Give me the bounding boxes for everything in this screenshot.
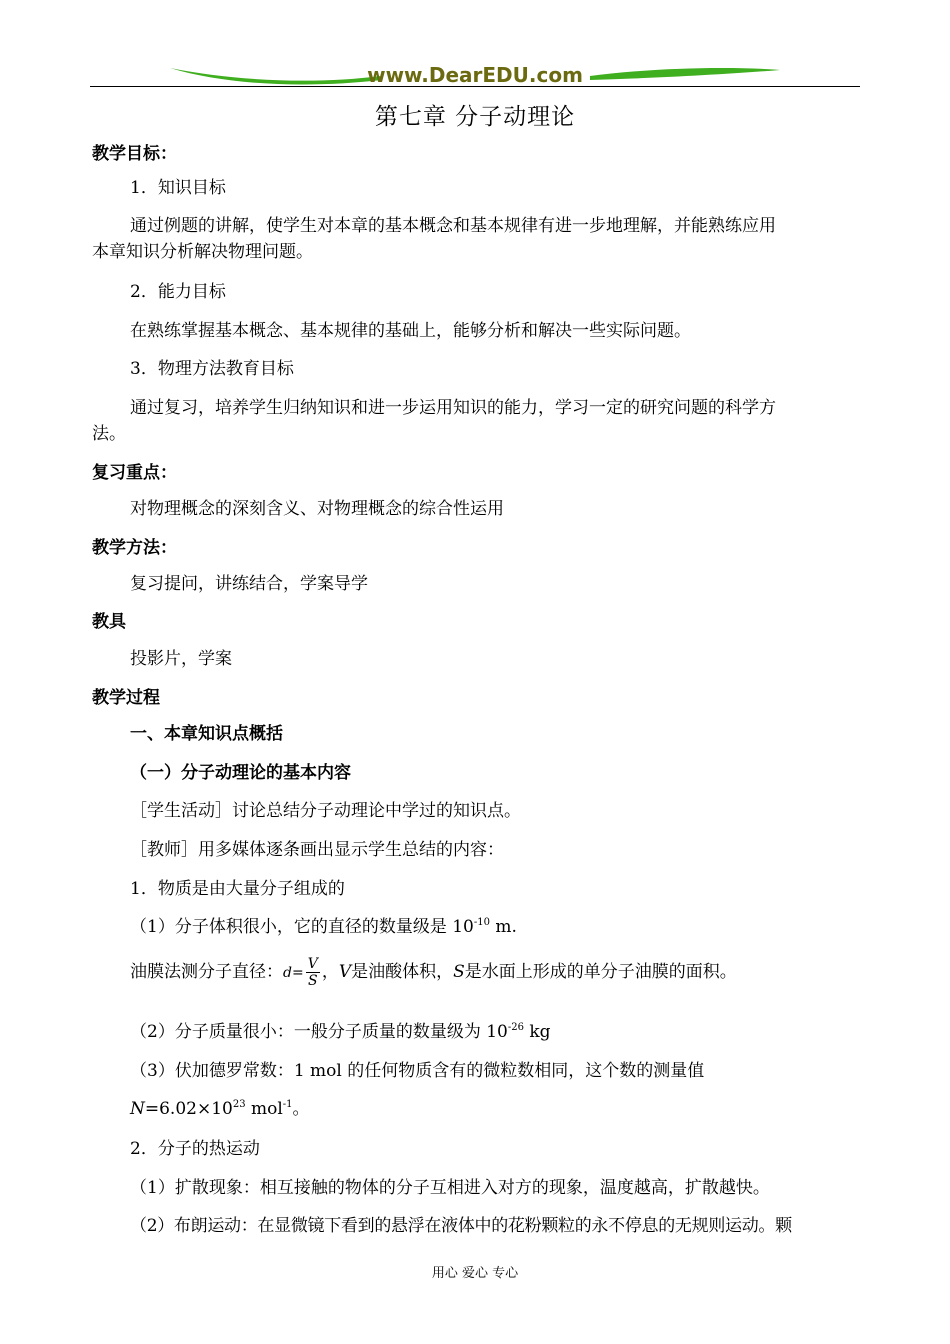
oil-eq: =: [291, 965, 304, 981]
goal2-heading: 2．能力目标: [130, 282, 226, 302]
goal1-heading: 1．知识目标: [130, 178, 226, 198]
review-text: 对物理概念的深刻含义、对物理概念的综合性运用: [130, 499, 504, 519]
tools-text: 投影片，学案: [130, 649, 232, 669]
point-1-1-text: （1）分子体积很小，它的直径的数量级是 10: [130, 917, 474, 937]
method-heading: 教学方法：: [92, 538, 177, 558]
avogadro-number: =6.02×10: [144, 1099, 233, 1119]
teacher-activity: ［教师］用多媒体逐条画出显示学生总结的内容：: [130, 840, 504, 860]
oil-suffix: 是水面上形成的单分子油膜的面积。: [464, 962, 737, 982]
point-1-1: [130, 916, 517, 938]
oil-mid1: ，: [321, 962, 339, 982]
point-2-2: （2）布朗运动：在显微镜下看到的悬浮在液体中的花粉颗粒的永不停息的无规则运动。颗: [130, 1216, 792, 1236]
review-heading: 复习重点：: [92, 463, 177, 483]
avogadro-end: 。: [292, 1099, 310, 1119]
left-swoosh: [170, 68, 382, 84]
point-1: 1．物质是由大量分子组成的: [130, 879, 345, 899]
sub1-heading: （一）分子动理论的基本内容: [130, 763, 351, 783]
point-1-2-unit: kg: [523, 1022, 551, 1042]
avogadro-exponent: 23: [232, 1099, 246, 1110]
goal3-heading: 3．物理方法教育目标: [130, 359, 294, 379]
point-1-1-unit: m.: [489, 917, 517, 937]
goal1-text-b: 本章知识分析解决物理问题。: [92, 242, 313, 262]
goals-heading: 教学目标：: [92, 144, 177, 164]
avogadro-unit: mol: [245, 1099, 283, 1119]
point-2-1: （1）扩散现象：相互接触的物体的分子互相进入对方的现象，温度越高，扩散越快。: [130, 1178, 770, 1198]
oil-mid2: 是油酸体积，: [351, 962, 454, 982]
site-logo: www.DearEDU.com: [367, 63, 583, 87]
avogadro-n: N: [130, 1099, 145, 1119]
fraction-numerator: V: [307, 956, 318, 972]
point-1-1-exponent: -10: [473, 917, 490, 928]
point-1-2-exponent: -26: [507, 1022, 524, 1033]
fraction-v-over-s: [306, 956, 320, 989]
avogadro-unit-exponent: -1: [282, 1099, 293, 1110]
page-footer: 用心 爱心 专心: [431, 1266, 519, 1281]
goal1-text-a: 通过例题的讲解，使学生对本章的基本概念和基本规律有进一步地理解，并能熟练应用: [130, 216, 776, 236]
right-swoosh: [590, 68, 780, 80]
fraction-denominator: S: [307, 973, 318, 989]
goal3-text-b: 法。: [92, 424, 126, 444]
point-1-2-text: （2）分子质量很小：一般分子质量的数量级为 10: [130, 1022, 508, 1042]
avogadro-value: [130, 1098, 310, 1120]
goal3-text-a: 通过复习，培养学生归纳知识和进一步运用知识的能力，学习一定的研究问题的科学方: [130, 398, 776, 418]
point-2: 2．分子的热运动: [130, 1139, 260, 1159]
point-1-3: （3）伏加德罗常数：1 mol 的任何物质含有的微粒数相同，这个数的测量值: [130, 1061, 705, 1081]
process-heading: 教学过程: [92, 688, 160, 708]
student-activity: ［学生活动］讨论总结分子动理论中学过的知识点。: [130, 801, 521, 821]
method-text: 复习提问，讲练结合，学案导学: [130, 574, 368, 594]
header-banner: [90, 62, 860, 92]
oil-s2: S: [453, 962, 465, 982]
header-rule: [90, 86, 860, 87]
goal2-text: 在熟练掌握基本概念、基本规律的基础上，能够分析和解决一些实际问题。: [130, 321, 691, 341]
oil-prefix: 油膜法测分子直径：: [130, 962, 283, 982]
tools-heading: 教具: [92, 612, 126, 632]
part1-heading: 一、本章知识点概括: [130, 724, 283, 744]
page-title: 第七章 分子动理论: [374, 104, 576, 130]
point-1-2: [130, 1021, 551, 1043]
oil-film-formula: [130, 955, 737, 990]
oil-d: d: [283, 965, 292, 981]
oil-v2: V: [338, 962, 352, 982]
